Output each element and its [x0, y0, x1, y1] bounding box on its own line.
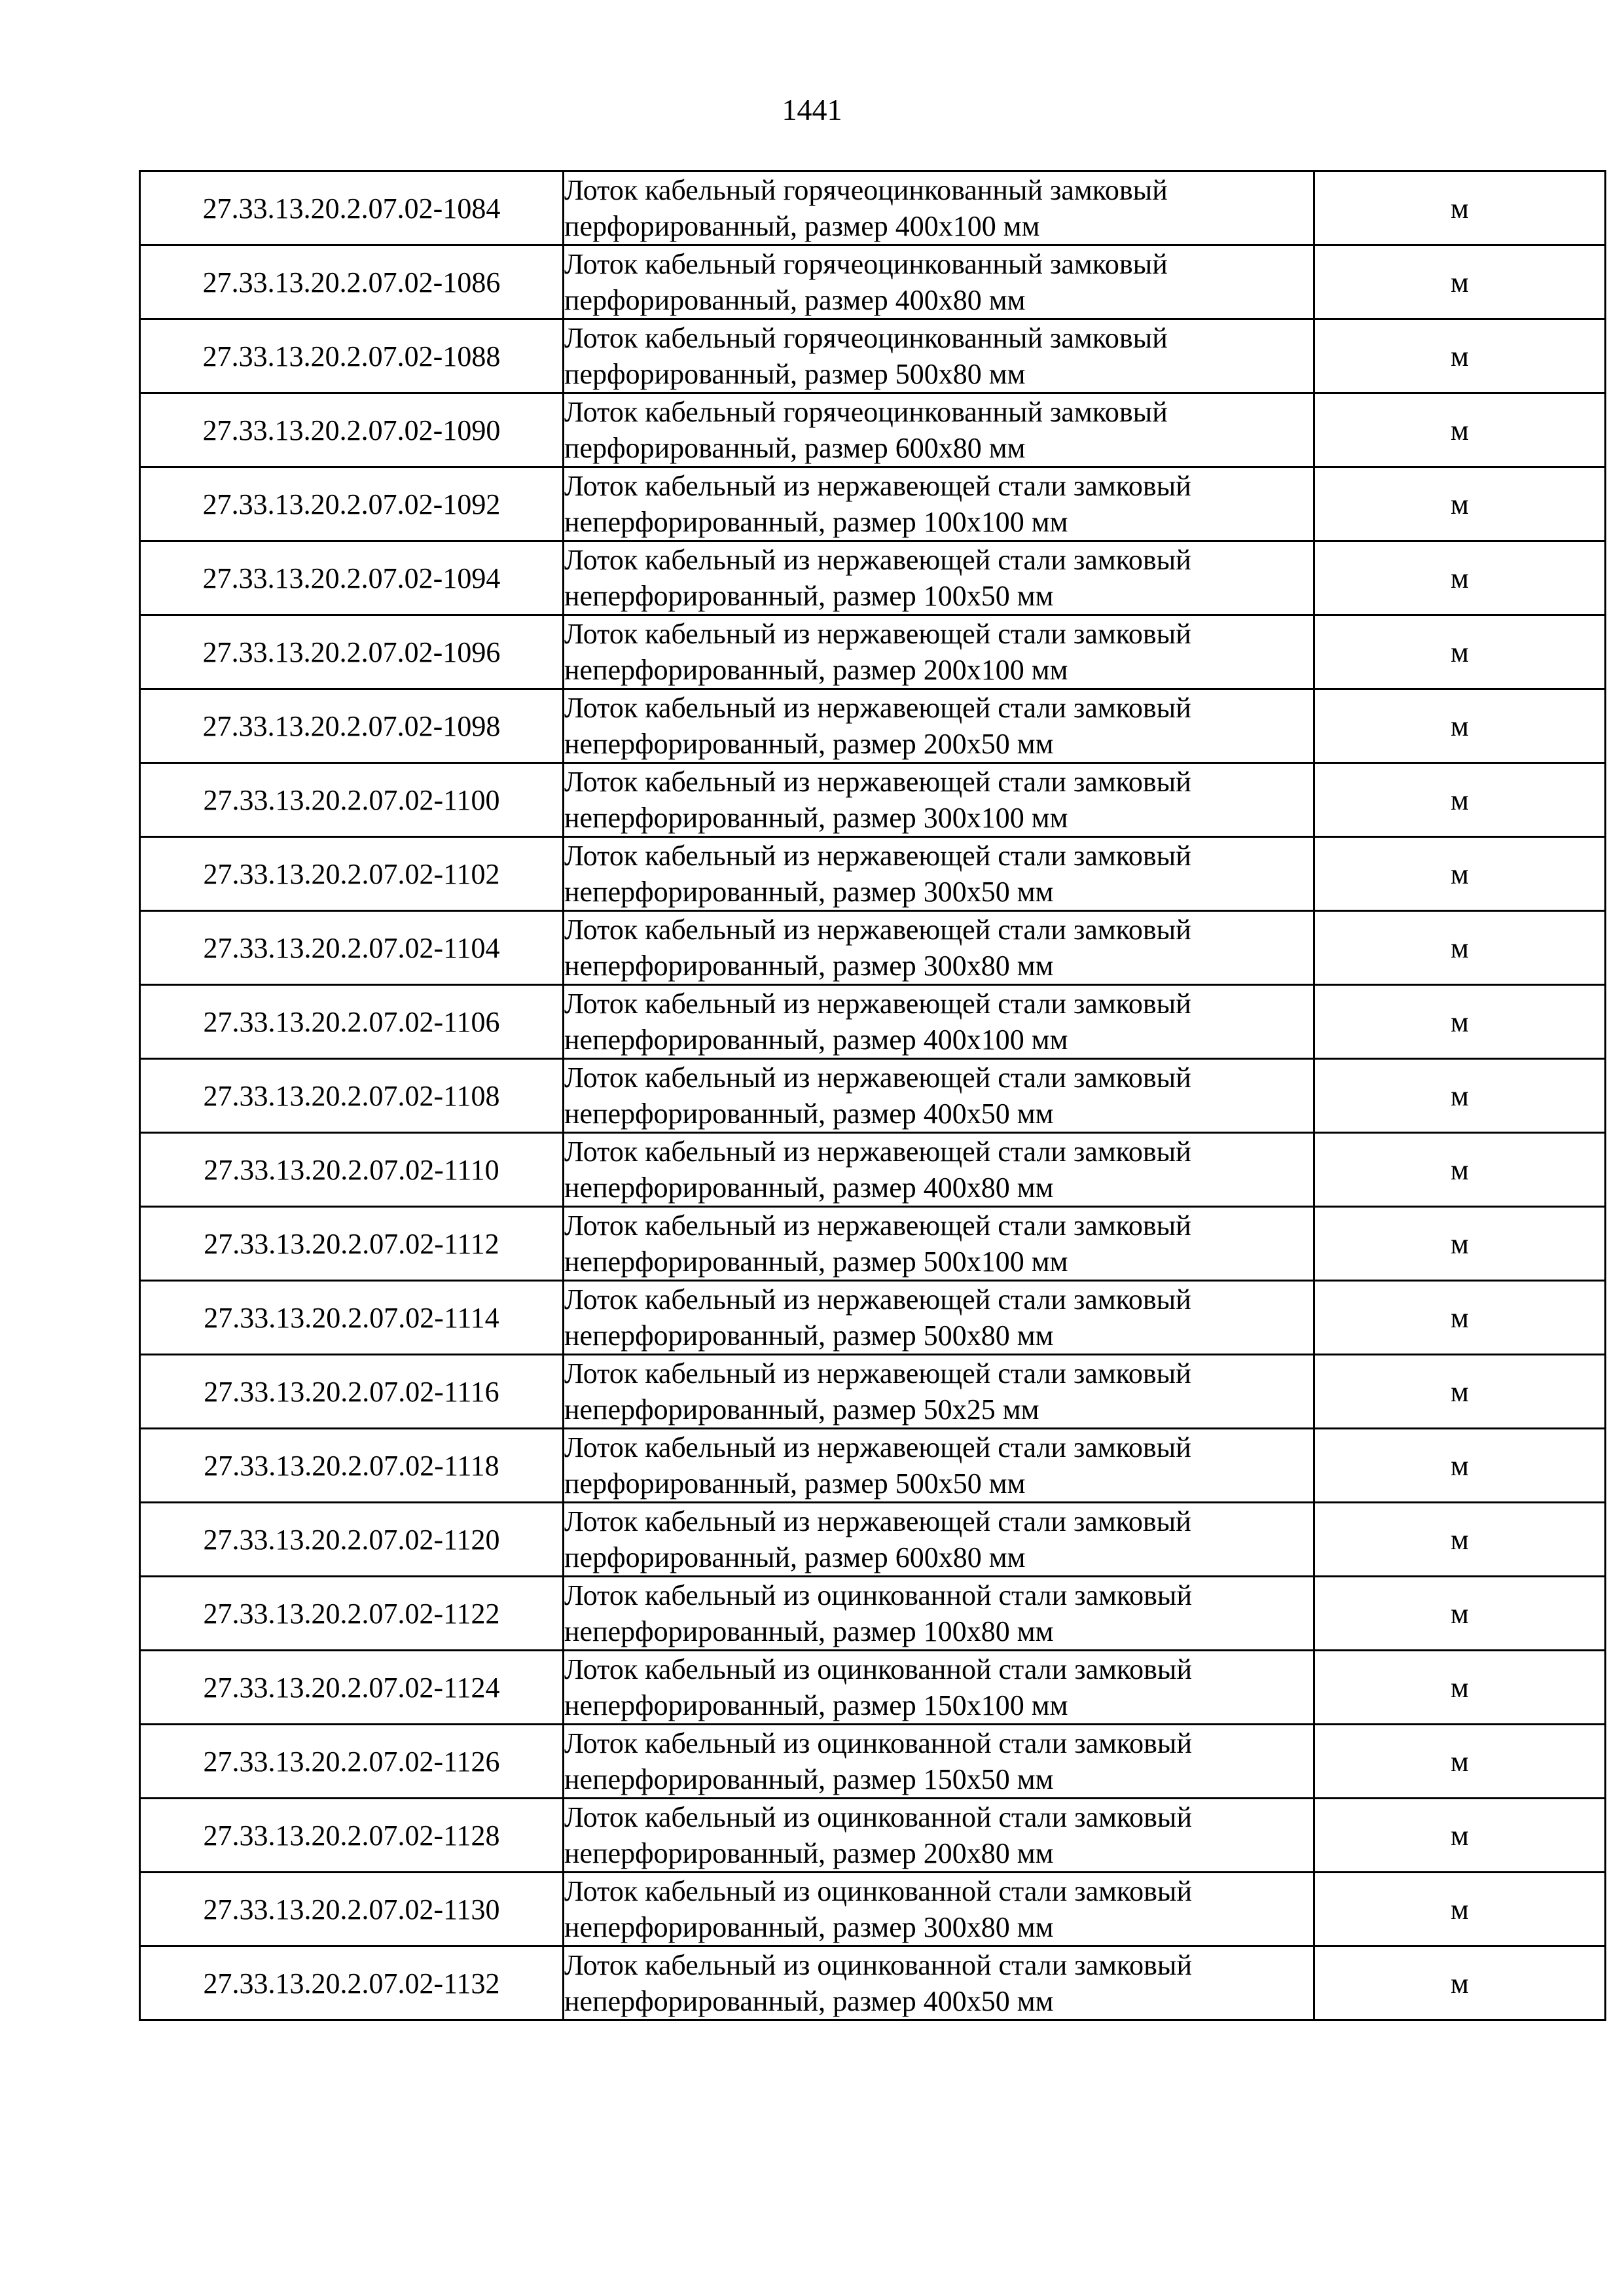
resource-code-cell: 27.33.13.20.2.07.02-1094 [140, 541, 564, 615]
resource-code-cell: 27.33.13.20.2.07.02-1096 [140, 615, 564, 689]
table-row [140, 541, 1606, 615]
description-cell [564, 1207, 1314, 1281]
unit-cell: м [1314, 1133, 1606, 1207]
description-line-1: Лоток кабельный из нержавеющей стали замковый [564, 1062, 1191, 1094]
table-row [140, 1577, 1606, 1651]
description-line-1: Лоток кабельный горячеоцинкованный замковый [564, 174, 1168, 206]
table-row [140, 245, 1606, 319]
description-line-2: неперфорированный, размер 150х100 мм [564, 1689, 1068, 1721]
description-cell [564, 689, 1314, 763]
description-line-1: Лоток кабельный из оцинкованной стали замковый [564, 1727, 1193, 1759]
resource-code-cell: 27.33.13.20.2.07.02-1112 [140, 1207, 564, 1281]
description-line-2: неперфорированный, размер 200х80 мм [564, 1837, 1054, 1869]
description-line-2: неперфорированный, размер 300х80 мм [564, 1911, 1054, 1943]
table-row [140, 985, 1606, 1059]
description-cell [564, 1946, 1314, 2020]
description-line-1: Лоток кабельный из нержавеющей стали замковый [564, 766, 1191, 798]
description-line-1: Лоток кабельный из нержавеющей стали замковый [564, 618, 1191, 650]
resource-code-cell: 27.33.13.20.2.07.02-1130 [140, 1873, 564, 1946]
description-line-2: неперфорированный, размер 500х100 мм [564, 1246, 1068, 1278]
resource-code-cell: 27.33.13.20.2.07.02-1120 [140, 1503, 564, 1577]
resource-code-cell: 27.33.13.20.2.07.02-1086 [140, 245, 564, 319]
resource-code-cell: 27.33.13.20.2.07.02-1118 [140, 1429, 564, 1503]
unit-cell: м [1314, 1429, 1606, 1503]
resource-code-cell: 27.33.13.20.2.07.02-1116 [140, 1355, 564, 1429]
table-row [140, 1429, 1606, 1503]
table-row [140, 393, 1606, 467]
description-line-1: Лоток кабельный из нержавеющей стали замковый [564, 692, 1191, 724]
resource-code-cell: 27.33.13.20.2.07.02-1106 [140, 985, 564, 1059]
table-row [140, 837, 1606, 911]
unit-cell: м [1314, 1799, 1606, 1873]
description-cell [564, 245, 1314, 319]
table-row [140, 1946, 1606, 2020]
table-row [140, 1133, 1606, 1207]
description-line-1: Лоток кабельный из нержавеющей стали замковый [564, 988, 1191, 1020]
description-line-2: перфорированный, размер 400х100 мм [564, 210, 1040, 242]
unit-cell: м [1314, 1503, 1606, 1577]
description-cell [564, 1799, 1314, 1873]
description-line-2: неперфорированный, размер 300х100 мм [564, 802, 1068, 834]
unit-cell: м [1314, 911, 1606, 985]
table-row [140, 911, 1606, 985]
unit-cell: м [1314, 171, 1606, 245]
unit-cell: м [1314, 1059, 1606, 1133]
table-row [140, 1651, 1606, 1725]
table-row [140, 319, 1606, 393]
description-line-2: неперфорированный, размер 400х80 мм [564, 1172, 1054, 1204]
description-line-2: неперфорированный, размер 200х50 мм [564, 728, 1054, 760]
resource-code-cell: 27.33.13.20.2.07.02-1114 [140, 1281, 564, 1355]
table-row [140, 1725, 1606, 1799]
description-line-1: Лоток кабельный горячеоцинкованный замковый [564, 248, 1168, 280]
description-line-1: Лоток кабельный из нержавеющей стали замковый [564, 914, 1191, 946]
catalog-table-body [140, 171, 1606, 2020]
description-line-1: Лоток кабельный горячеоцинкованный замковый [564, 396, 1168, 428]
description-line-1: Лоток кабельный из нержавеющей стали замковый [564, 1431, 1191, 1463]
resource-code-cell: 27.33.13.20.2.07.02-1126 [140, 1725, 564, 1799]
description-line-1: Лоток кабельный из оцинкованной стали замковый [564, 1801, 1193, 1833]
description-line-2: перфорированный, размер 600х80 мм [564, 1541, 1026, 1573]
unit-cell: м [1314, 1577, 1606, 1651]
table-row [140, 1873, 1606, 1946]
page-number: 1441 [782, 93, 842, 126]
unit-cell: м [1314, 837, 1606, 911]
description-line-1: Лоток кабельный из нержавеющей стали замковый [564, 1210, 1191, 1242]
resource-code-cell: 27.33.13.20.2.07.02-1090 [140, 393, 564, 467]
catalog-table [139, 170, 1606, 2021]
description-cell [564, 763, 1314, 837]
description-line-2: перфорированный, размер 500х50 мм [564, 1467, 1026, 1499]
description-line-1: Лоток кабельный из нержавеющей стали замковый [564, 544, 1191, 576]
unit-cell: м [1314, 985, 1606, 1059]
description-cell [564, 837, 1314, 911]
resource-code-cell: 27.33.13.20.2.07.02-1132 [140, 1946, 564, 2020]
table-row [140, 1207, 1606, 1281]
unit-cell: м [1314, 467, 1606, 541]
table-row [140, 1355, 1606, 1429]
resource-code-cell: 27.33.13.20.2.07.02-1092 [140, 467, 564, 541]
description-line-1: Лоток кабельный из нержавеющей стали замковый [564, 1357, 1191, 1390]
unit-cell: м [1314, 689, 1606, 763]
description-line-1: Лоток кабельный из нержавеющей стали замковый [564, 1136, 1191, 1168]
resource-code-cell: 27.33.13.20.2.07.02-1098 [140, 689, 564, 763]
resource-code-cell: 27.33.13.20.2.07.02-1124 [140, 1651, 564, 1725]
description-line-2: неперфорированный, размер 300х50 мм [564, 876, 1054, 908]
description-line-2: неперфорированный, размер 400х100 мм [564, 1024, 1068, 1056]
description-line-1: Лоток кабельный из оцинкованной стали замковый [564, 1653, 1193, 1685]
description-line-1: Лоток кабельный из оцинкованной стали замковый [564, 1579, 1193, 1611]
description-cell [564, 1355, 1314, 1429]
unit-cell: м [1314, 1946, 1606, 2020]
description-cell [564, 1059, 1314, 1133]
description-line-2: неперфорированный, размер 150х50 мм [564, 1763, 1054, 1795]
table-row [140, 615, 1606, 689]
description-line-1: Лоток кабельный из нержавеющей стали замковый [564, 1283, 1191, 1316]
description-line-2: неперфорированный, размер 300х80 мм [564, 950, 1054, 982]
table-row [140, 763, 1606, 837]
table-row [140, 467, 1606, 541]
table-row [140, 1503, 1606, 1577]
unit-cell: м [1314, 1725, 1606, 1799]
description-line-2: неперфорированный, размер 50х25 мм [564, 1393, 1039, 1426]
description-line-2: перфорированный, размер 500х80 мм [564, 358, 1026, 390]
description-line-2: неперфорированный, размер 200х100 мм [564, 654, 1068, 686]
resource-code-cell: 27.33.13.20.2.07.02-1104 [140, 911, 564, 985]
description-line-1: Лоток кабельный из нержавеющей стали замковый [564, 840, 1191, 872]
description-line-1: Лоток кабельный из нержавеющей стали замковый [564, 1505, 1191, 1537]
description-cell [564, 1429, 1314, 1503]
description-line-2: перфорированный, размер 400х80 мм [564, 284, 1026, 316]
resource-code-cell: 27.33.13.20.2.07.02-1088 [140, 319, 564, 393]
description-cell [564, 467, 1314, 541]
description-line-1: Лоток кабельный из оцинкованной стали замковый [564, 1875, 1193, 1907]
unit-cell: м [1314, 541, 1606, 615]
unit-cell: м [1314, 1355, 1606, 1429]
resource-code-cell: 27.33.13.20.2.07.02-1102 [140, 837, 564, 911]
unit-cell: м [1314, 393, 1606, 467]
description-cell [564, 1873, 1314, 1946]
description-cell [564, 171, 1314, 245]
description-cell [564, 1577, 1314, 1651]
unit-cell: м [1314, 1873, 1606, 1946]
table-row [140, 689, 1606, 763]
description-cell [564, 541, 1314, 615]
description-cell [564, 319, 1314, 393]
table-row [140, 171, 1606, 245]
description-cell [564, 911, 1314, 985]
unit-cell: м [1314, 1651, 1606, 1725]
unit-cell: м [1314, 1207, 1606, 1281]
unit-cell: м [1314, 763, 1606, 837]
table-row [140, 1281, 1606, 1355]
description-cell [564, 1281, 1314, 1355]
description-line-2: неперфорированный, размер 400х50 мм [564, 1098, 1054, 1130]
unit-cell: м [1314, 319, 1606, 393]
resource-code-cell: 27.33.13.20.2.07.02-1084 [140, 171, 564, 245]
description-cell [564, 985, 1314, 1059]
table-row [140, 1799, 1606, 1873]
resource-code-cell: 27.33.13.20.2.07.02-1128 [140, 1799, 564, 1873]
resource-code-cell: 27.33.13.20.2.07.02-1122 [140, 1577, 564, 1651]
description-line-2: неперфорированный, размер 100х100 мм [564, 506, 1068, 538]
description-cell [564, 615, 1314, 689]
unit-cell: м [1314, 245, 1606, 319]
description-line-1: Лоток кабельный из нержавеющей стали замковый [564, 470, 1191, 502]
resource-code-cell: 27.33.13.20.2.07.02-1108 [140, 1059, 564, 1133]
resource-code-cell: 27.33.13.20.2.07.02-1100 [140, 763, 564, 837]
description-line-2: перфорированный, размер 600х80 мм [564, 432, 1026, 464]
unit-cell: м [1314, 615, 1606, 689]
description-cell [564, 1133, 1314, 1207]
table-row [140, 1059, 1606, 1133]
description-line-1: Лоток кабельный горячеоцинкованный замковый [564, 322, 1168, 354]
resource-code-cell: 27.33.13.20.2.07.02-1110 [140, 1133, 564, 1207]
description-line-2: неперфорированный, размер 100х80 мм [564, 1615, 1054, 1647]
description-line-2: неперфорированный, размер 400х50 мм [564, 1985, 1054, 2017]
unit-cell: м [1314, 1281, 1606, 1355]
description-line-2: неперфорированный, размер 500х80 мм [564, 1319, 1054, 1352]
description-cell [564, 1725, 1314, 1799]
description-cell [564, 1651, 1314, 1725]
description-line-2: неперфорированный, размер 100х50 мм [564, 580, 1054, 612]
description-cell [564, 1503, 1314, 1577]
description-line-1: Лоток кабельный из оцинкованной стали замковый [564, 1949, 1193, 1981]
description-cell [564, 393, 1314, 467]
